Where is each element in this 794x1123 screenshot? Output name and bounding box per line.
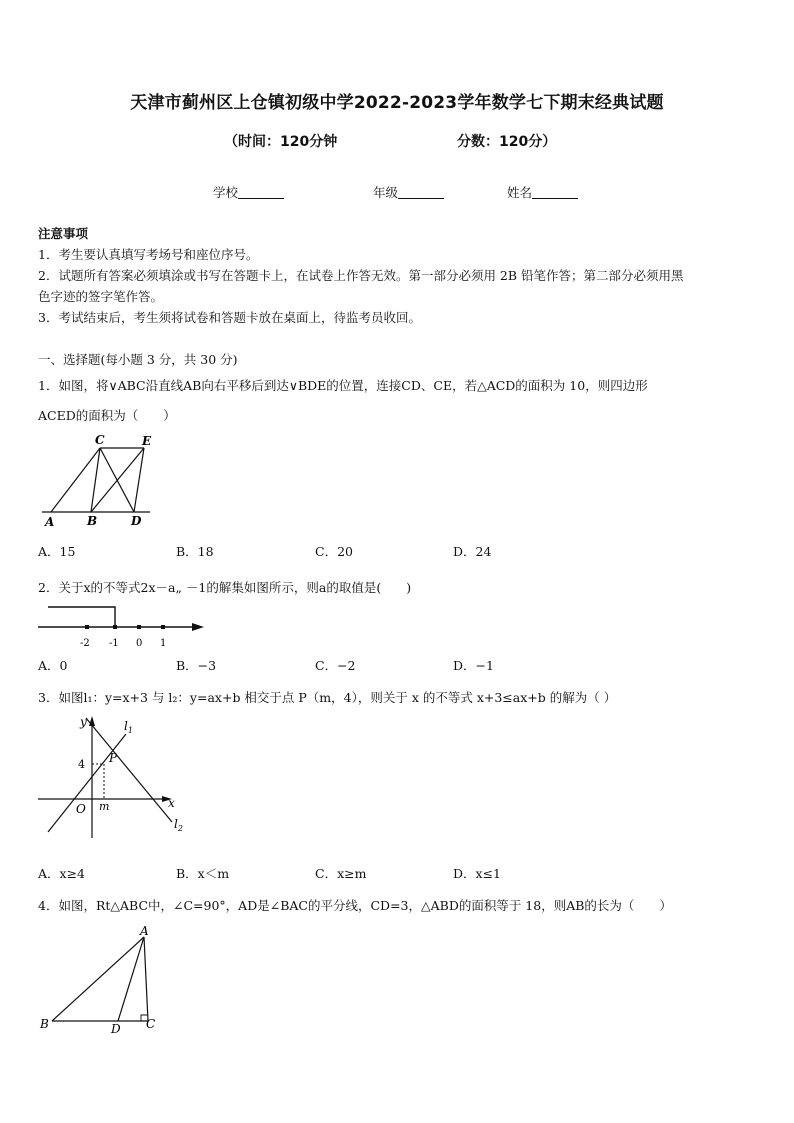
label-x: x: [168, 796, 175, 810]
q3-option-b[interactable]: B．x＜m: [176, 866, 230, 881]
q3-option-d[interactable]: D．x≤1: [453, 866, 501, 881]
q1-option-d[interactable]: D．24: [453, 544, 492, 559]
tick-neg2: [85, 625, 89, 629]
q4-figure: [36, 922, 166, 1037]
q4-stem: 4．如图，Rt△ABC中，∠C=90°，AD是∠BAC的平分线，CD=3，△ABD的面积等于 18，则AB的长为（ ）: [38, 898, 672, 913]
label-origin: O: [76, 802, 86, 816]
grade-field[interactable]: [373, 183, 444, 201]
q2-option-b[interactable]: B．−3: [176, 658, 217, 673]
q1-stem-cont: ACED的面积为（ ）: [38, 408, 176, 423]
q1-figure: [38, 430, 158, 530]
q1-option-c[interactable]: C．20: [315, 544, 353, 559]
number-line-arrow: [192, 623, 204, 631]
notes-heading: 注意事项: [38, 226, 89, 241]
q3-stem: 3．如图l₁：y=x+3 与 l₂：y=ax+b 相交于点 P（m，4），则关于 x 的不等式 x+3≤ax+b 的解为（ ）: [38, 690, 617, 705]
tick-neg1: [113, 625, 117, 629]
tick-label-neg1: -1: [109, 638, 119, 649]
note-2-cont: 色字迹的签字笔作答。: [38, 289, 164, 304]
q2-stem: 2．关于x的不等式2x－a„ －1的解集如图所示，则a的取值是( ): [38, 580, 412, 595]
section-heading: 一、选择题(每小题 3 分，共 30 分): [38, 352, 238, 367]
label-m: m: [99, 800, 110, 813]
q4-label-b: B: [40, 1017, 49, 1031]
q4-label-a: A: [140, 924, 149, 938]
q1-label-d: D: [131, 514, 142, 528]
label-l2: $l_2$: [174, 817, 183, 833]
tick-label-0: 0: [136, 638, 143, 649]
q1-label-e: E: [142, 434, 152, 448]
grade-blank[interactable]: [398, 186, 444, 199]
q1-label-b: B: [87, 514, 98, 528]
grade-label: 年级: [373, 185, 399, 200]
q1-label-a: A: [45, 515, 55, 529]
q2-option-d[interactable]: D．−1: [453, 658, 494, 673]
line-l1: [48, 734, 126, 832]
tick-1: [161, 625, 165, 629]
q2-option-c[interactable]: C．−2: [315, 658, 356, 673]
name-field[interactable]: [507, 183, 578, 201]
q4-seg-ac: [144, 937, 148, 1021]
q3-option-c[interactable]: C．x≥m: [315, 866, 367, 881]
name-label: 姓名: [507, 185, 533, 200]
q4-label-d: D: [111, 1022, 121, 1036]
solution-ray: [48, 607, 115, 627]
tick-label-neg2: -2: [80, 638, 90, 649]
exam-score: 分数：120分）: [457, 134, 557, 150]
q4-seg-ab: [52, 937, 144, 1021]
label-y: y: [80, 715, 87, 729]
school-field[interactable]: [213, 183, 284, 201]
tick-label-1: 1: [160, 638, 167, 649]
note-2: 2．试题所有答案必须填涂或书写在答题卡上，在试卷上作答无效。第一部分必须用 2B 铅笔作答；第二部分必须用黑: [38, 268, 684, 283]
label-p: P: [109, 751, 118, 765]
note-3: 3．考试结束后，考生须将试卷和答题卡放在桌面上，待监考员收回。: [38, 310, 421, 325]
q1-option-a[interactable]: A．15: [38, 544, 76, 559]
q1-label-c: C: [95, 433, 105, 447]
q1-option-b[interactable]: B．18: [176, 544, 214, 559]
school-label: 学校: [213, 185, 239, 200]
q3-figure: [34, 712, 194, 842]
label-l1: $l_1$: [124, 719, 133, 735]
label-four: 4: [78, 758, 85, 771]
note-1: 1．考生要认真填写考场号和座位序号。: [38, 247, 259, 262]
tick-0: [137, 625, 141, 629]
q4-label-c: C: [146, 1017, 156, 1031]
school-blank[interactable]: [238, 186, 284, 199]
name-blank[interactable]: [532, 186, 578, 199]
q2-number-line: [34, 602, 209, 652]
exam-time: （时间：120分钟: [224, 134, 338, 150]
q1-stem: 1．如图，将∨ABC沿直线AB向右平移后到达∨BDE的位置，连接CD、CE，若△ACD的面积为 10，则四边形: [38, 378, 648, 393]
q3-option-a[interactable]: A．x≥4: [38, 866, 86, 881]
q2-option-a[interactable]: A．0: [38, 658, 68, 673]
page-title: 天津市蓟州区上仓镇初级中学2022-2023学年数学七下期末经典试题: [130, 93, 664, 113]
